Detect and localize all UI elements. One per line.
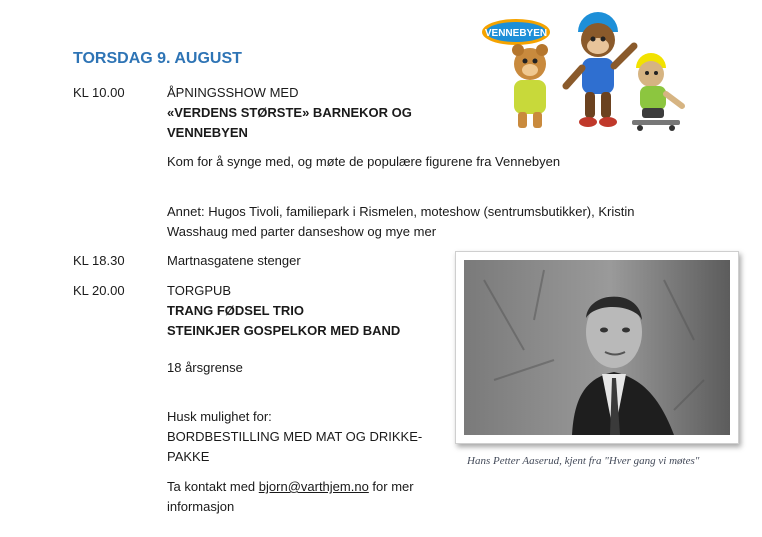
age-limit: 18 årsgrense (167, 360, 243, 375)
time-pub: KL 20.00 (73, 283, 125, 298)
vennebyen-logo (482, 12, 710, 140)
booking-line-1: BORDBESTILLING MED MAT OG DRIKKE- (167, 429, 423, 444)
day-heading: TORSDAG 9. AUGUST (73, 50, 242, 67)
pub-act-2: STEINKJER GOSPELKOR MED BAND (167, 323, 401, 338)
opening-description: Kom for å synge med, og møte de populære figurene fra Vennebyen (167, 154, 561, 169)
opening-title-line-3: VENNEBYEN (167, 125, 248, 140)
skater-character (632, 53, 682, 131)
contact-line-2: informasjon (167, 499, 235, 514)
left-eye (600, 328, 608, 333)
opening-title-line-2: «VERDENS STØRSTE» BARNEKOR OG (167, 105, 412, 120)
pub-act-1: TRANG FØDSEL TRIO (167, 303, 304, 318)
contact-prefix: Ta kontakt med (167, 479, 259, 494)
right-eye (622, 328, 630, 333)
streets-text: Martnasgatene stenger (167, 253, 301, 268)
contact-email-link[interactable]: bjorn@varthjem.no (258, 479, 369, 494)
portrait-photo (464, 260, 730, 435)
opening-title-line-1: ÅPNINGSSHOW MED (167, 85, 299, 100)
time-streets: KL 18.30 (73, 253, 125, 268)
photo-caption: Hans Petter Aaserud, kjent fra "Hver gang vi møtes" (467, 455, 700, 467)
vennebyen-characters-illustration (482, 12, 710, 140)
booking-intro: Husk mulighet for: (167, 409, 272, 424)
pub-venue: TORGPUB (167, 283, 232, 298)
opening-other-line-2: Wasshaug med parter danseshow og mye mer (167, 224, 437, 239)
logo-text: VENNEBYEN (484, 28, 548, 39)
bear-character (512, 44, 548, 128)
monkey-character (566, 12, 634, 127)
contact-line (167, 477, 414, 497)
opening-other-line-1: Annet: Hugos Tivoli, familiepark i Rismelen, moteshow (sentrumsbutikker), Kristin (167, 204, 635, 219)
photo-frame (455, 251, 739, 444)
contact-suffix: for mer (368, 479, 414, 494)
booking-line-2: PAKKE (167, 449, 210, 464)
time-opening: KL 10.00 (73, 85, 125, 100)
